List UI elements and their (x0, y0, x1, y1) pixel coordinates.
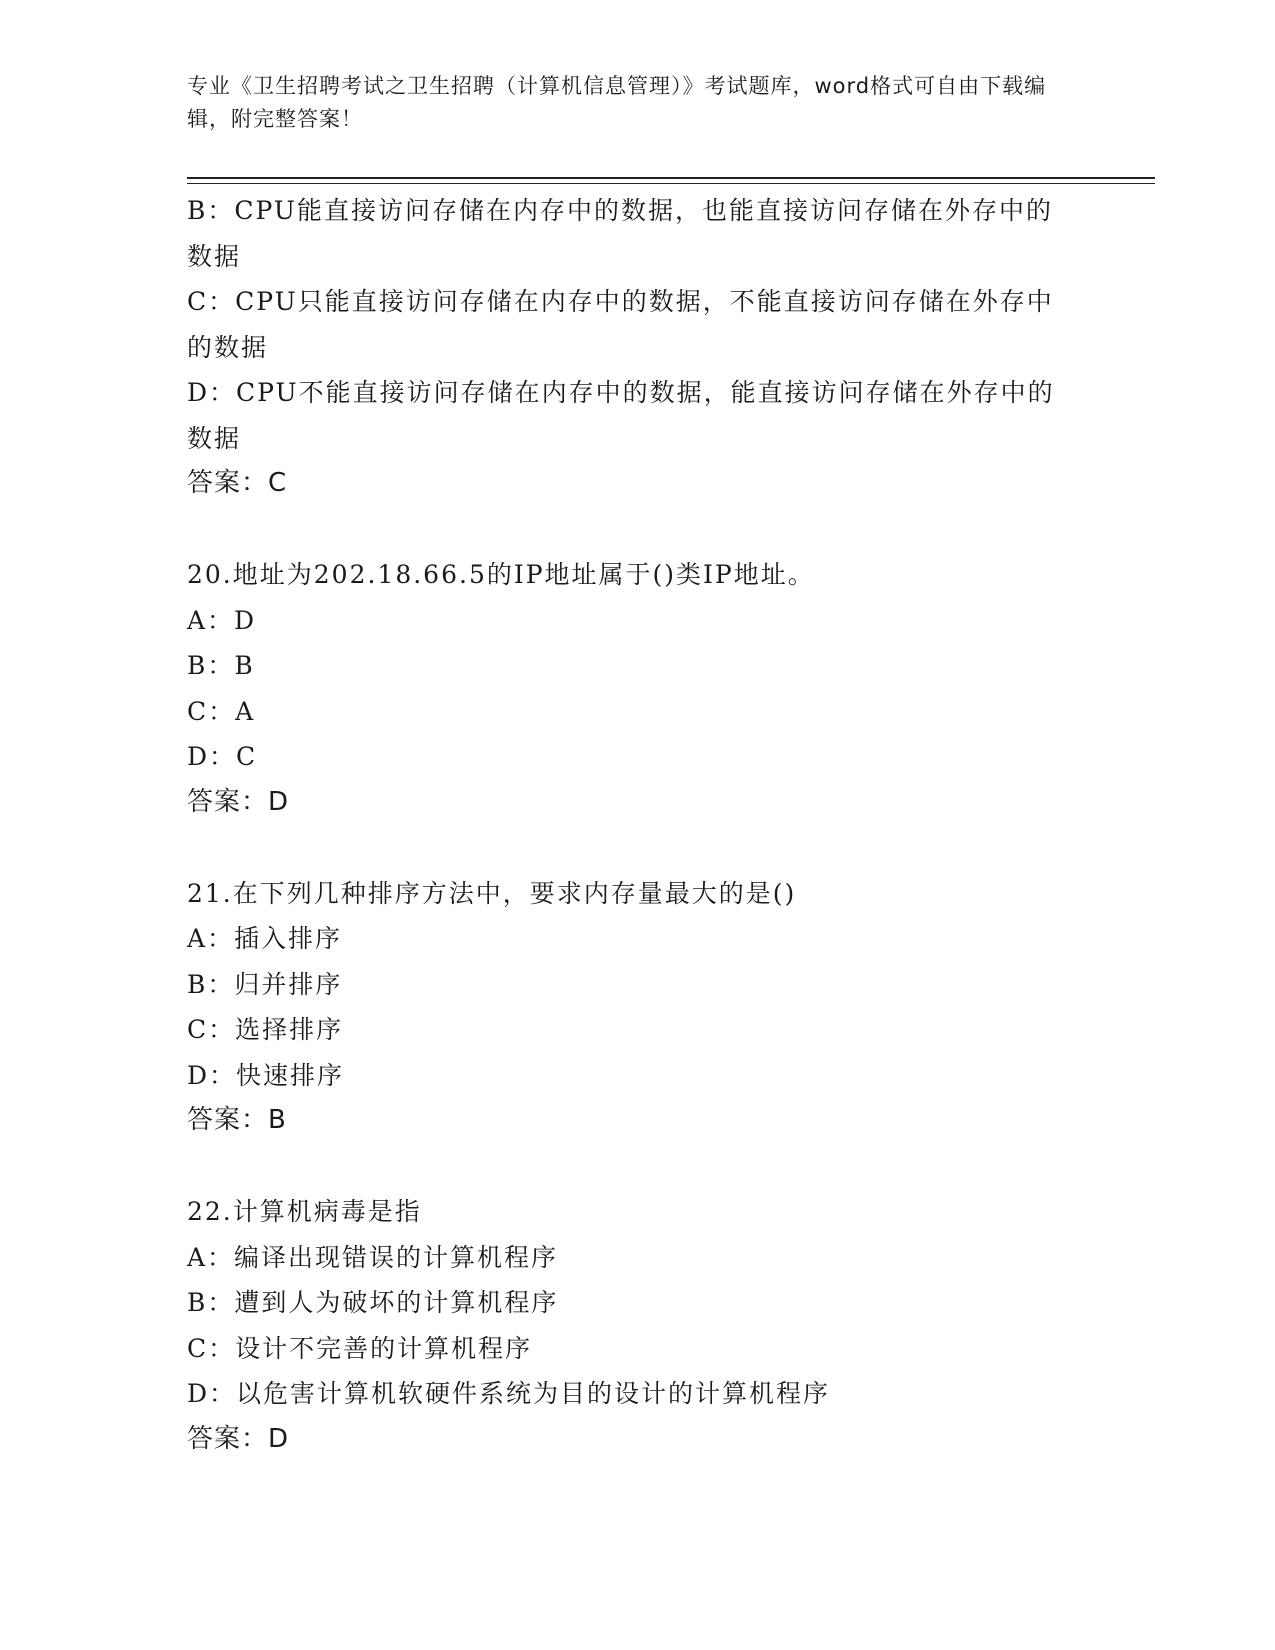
answer: 答案：D (187, 1423, 290, 1454)
question-19-continuation (187, 188, 1067, 507)
option-d: D：快速排序 (187, 1060, 345, 1090)
option-c: C：设计不完善的计算机程序 (187, 1333, 533, 1363)
option-c: C：选择排序 (187, 1015, 344, 1044)
option-c: C：CPU只能直接访问存储在内存中的数据，不能直接访问存储在外存中的数据 (187, 287, 1054, 362)
option-b: B：B (187, 651, 255, 680)
option-d: D：C (187, 742, 258, 771)
option-d: D：以危害计算机软硬件系统为目的设计的计算机程序 (187, 1379, 831, 1408)
question-21 (187, 871, 1067, 1144)
answer: 答案：C (187, 468, 288, 498)
question-stem: 22.计算机病毒是指 (187, 1197, 422, 1226)
question-stem: 20.地址为202.18.66.5的IP地址属于()类IP地址。 (187, 560, 815, 589)
option-a: A：插入排序 (187, 924, 343, 953)
option-b: B：归并排序 (187, 969, 343, 999)
question-content (187, 188, 1067, 1462)
option-b: B：CPU能直接访问存储在内存中的数据，也能直接访问存储在外存中的数据 (187, 196, 1053, 271)
spacer (187, 1144, 1067, 1190)
question-22 (187, 1189, 1067, 1462)
question-20 (187, 552, 1067, 825)
spacer (187, 825, 1067, 871)
answer: 答案：D (187, 786, 290, 817)
answer: 答案：B (187, 1105, 287, 1135)
option-d: D：CPU不能直接访问存储在内存中的数据，能直接访问存储在外存中的数据 (187, 378, 1055, 453)
option-b: B：遭到人为破坏的计算机程序 (187, 1288, 559, 1317)
option-a: A：D (187, 605, 257, 635)
spacer (187, 507, 1067, 553)
option-c: C：A (187, 696, 256, 726)
document-header: 专业《卫生招聘考试之卫生招聘（计算机信息管理）》考试题库，word格式可自由下载编辑，附完整答案！ (187, 74, 1047, 131)
question-stem: 21.在下列几种排序方法中，要求内存量最大的是() (187, 878, 797, 908)
header-divider-thin (187, 183, 1155, 184)
header-divider-thick (187, 177, 1155, 179)
option-a: A：编译出现错误的计算机程序 (187, 1242, 559, 1272)
